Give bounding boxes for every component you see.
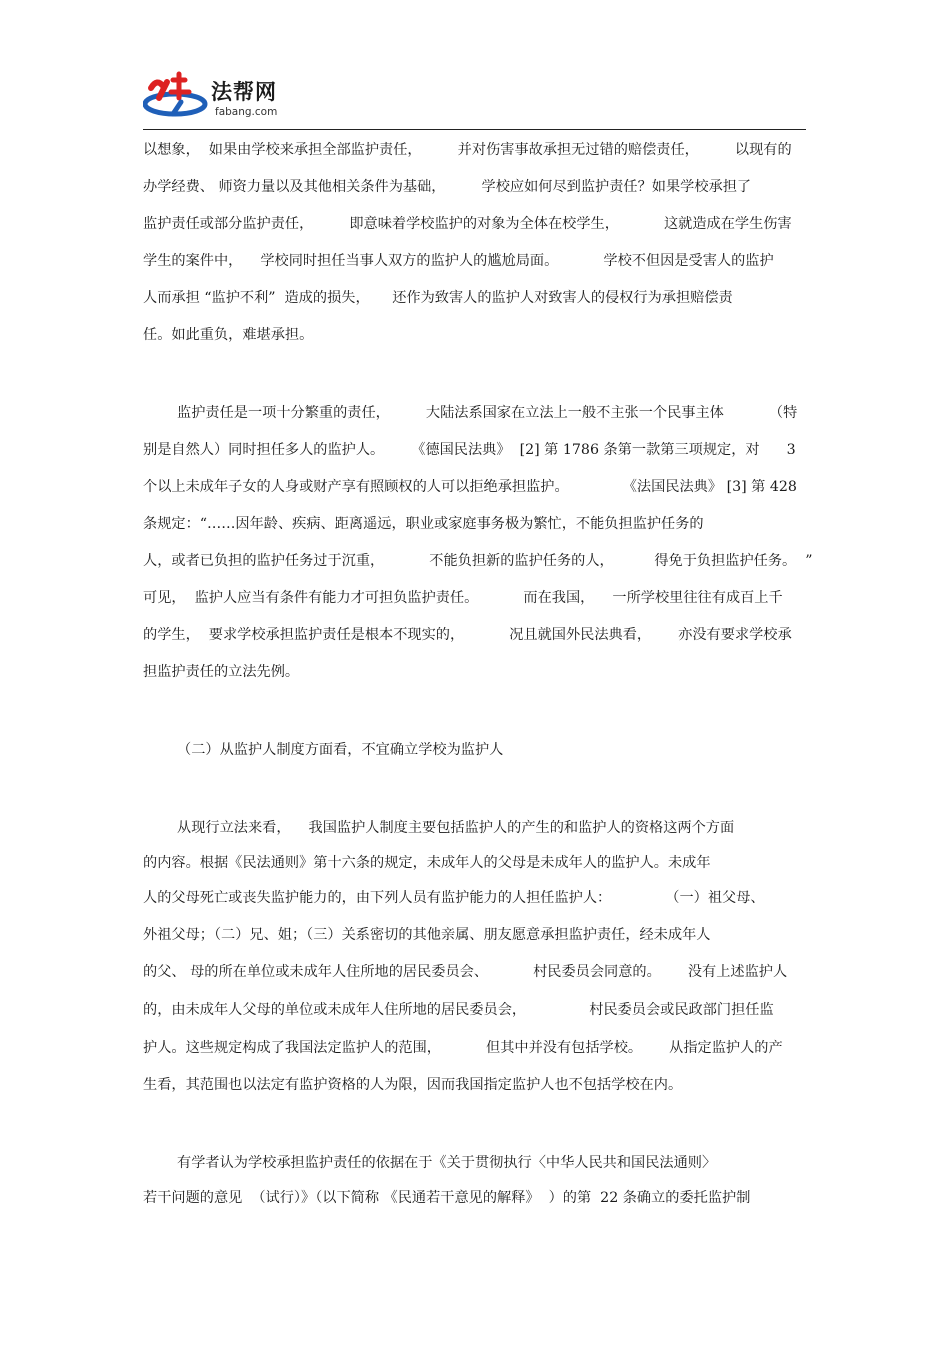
- text-line: 的学生， 要求学校承担监护责任是根本不现实的， 况且就国外民法典看， 亦没有要求学校承: [143, 627, 792, 643]
- logo-name: 法帮网: [211, 80, 277, 104]
- text-line: 办学经费、 师资力量以及其他相关条件为基础， 学校应如何尽到监护责任？如果学校承担了: [143, 179, 752, 195]
- text-line: 有学者认为学校承担监护责任的依据在于《关于贯彻执行〈中华人民共和国民法通则〉: [177, 1155, 717, 1171]
- text-line: 外祖父母；（二）兄、姐；（三）关系密切的其他亲属、朋友愿意承担监护责任，经未成年人: [143, 927, 711, 943]
- text-line: 人而承担 “监护不利” 造成的损失， 还作为致害人的监护人对致害人的侵权行为承担赔偿责: [143, 290, 733, 306]
- text-line: 可见， 监护人应当有条件有能力才可担负监护责任。 而在我国， 一所学校里往往有成百上千: [143, 590, 783, 606]
- text-line: 条规定：“……因年龄、疾病、距离遥远，职业或家庭事务极为繁忙，不能负担监护任务的: [143, 516, 704, 532]
- text-line: 从现行立法来看， 我国监护人制度主要包括监护人的产生的和监护人的资格这两个方面: [177, 820, 735, 836]
- text-line: 若干问题的意见 （试行）》（以下简称 《民通若干意见的解释》 ）的第 22 条确立的委托监护制: [143, 1190, 751, 1206]
- text-line: 的内容。根据《民法通则》第十六条的规定，未成年人的父母是未成年人的监护人。未成年: [143, 855, 711, 871]
- page-header: [143, 68, 806, 130]
- site-logo[interactable]: [143, 68, 301, 126]
- text-line: 护人。这些规定构成了我国法定监护人的范围， 但其中并没有包括学校。 从指定监护人的产: [143, 1040, 783, 1056]
- text-line: 的父、 母的所在单位或未成年人住所地的居民委员会、 村民委员会同意的。 没有上述监护人: [143, 964, 788, 980]
- text-line: 人的父母死亡或丧失监护能力的，由下列人员有监护能力的人担任监护人： （一）祖父母、: [143, 890, 765, 906]
- text-line: 担监护责任的立法先例。: [143, 664, 300, 680]
- text-line: 别是自然人）同时担任多人的监护人。 《德国民法典》 [2] 第 1786 条第一款第三项规定，对 3: [143, 442, 796, 458]
- text-line: 的，由未成年人父母的单位或未成年人住所地的居民委员会， 村民委员会或民政部门担任监: [143, 1002, 774, 1018]
- text-line: （二）从监护人制度方面看，不宜确立学校为监护人: [177, 742, 504, 758]
- text-line: 个以上未成年子女的人身或财产享有照顾权的人可以拒绝承担监护。 《法国民法典》 [3] 第 428: [143, 479, 797, 495]
- text-line: 人，或者已负担的监护任务过于沉重， 不能负担新的监护任务的人， 得免于负担监护任务。 ”: [143, 553, 813, 569]
- header-divider: [143, 129, 806, 130]
- text-line: 监护责任是一项十分繁重的责任， 大陆法系国家在立法上一般不主张一个民事主体 （特: [177, 405, 798, 421]
- text-line: 以想象， 如果由学校来承担全部监护责任， 并对伤害事故承担无过错的赔偿责任， 以现有的: [143, 142, 792, 158]
- text-line: 学生的案件中， 学校同时担任当事人双方的监护人的尴尬局面。 学校不但因是受害人的监护: [143, 253, 774, 269]
- logo-emblem-icon: [143, 68, 213, 126]
- text-line: 监护责任或部分监护责任， 即意味着学校监护的对象为全体在校学生， 这就造成在学生伤害: [143, 216, 792, 232]
- logo-domain: fabang.com: [215, 106, 278, 118]
- text-line: 生看，其范围也以法定有监护资格的人为限，因而我国指定监护人也不包括学校在内。: [143, 1077, 683, 1093]
- text-line: 任。如此重负，难堪承担。: [143, 327, 314, 343]
